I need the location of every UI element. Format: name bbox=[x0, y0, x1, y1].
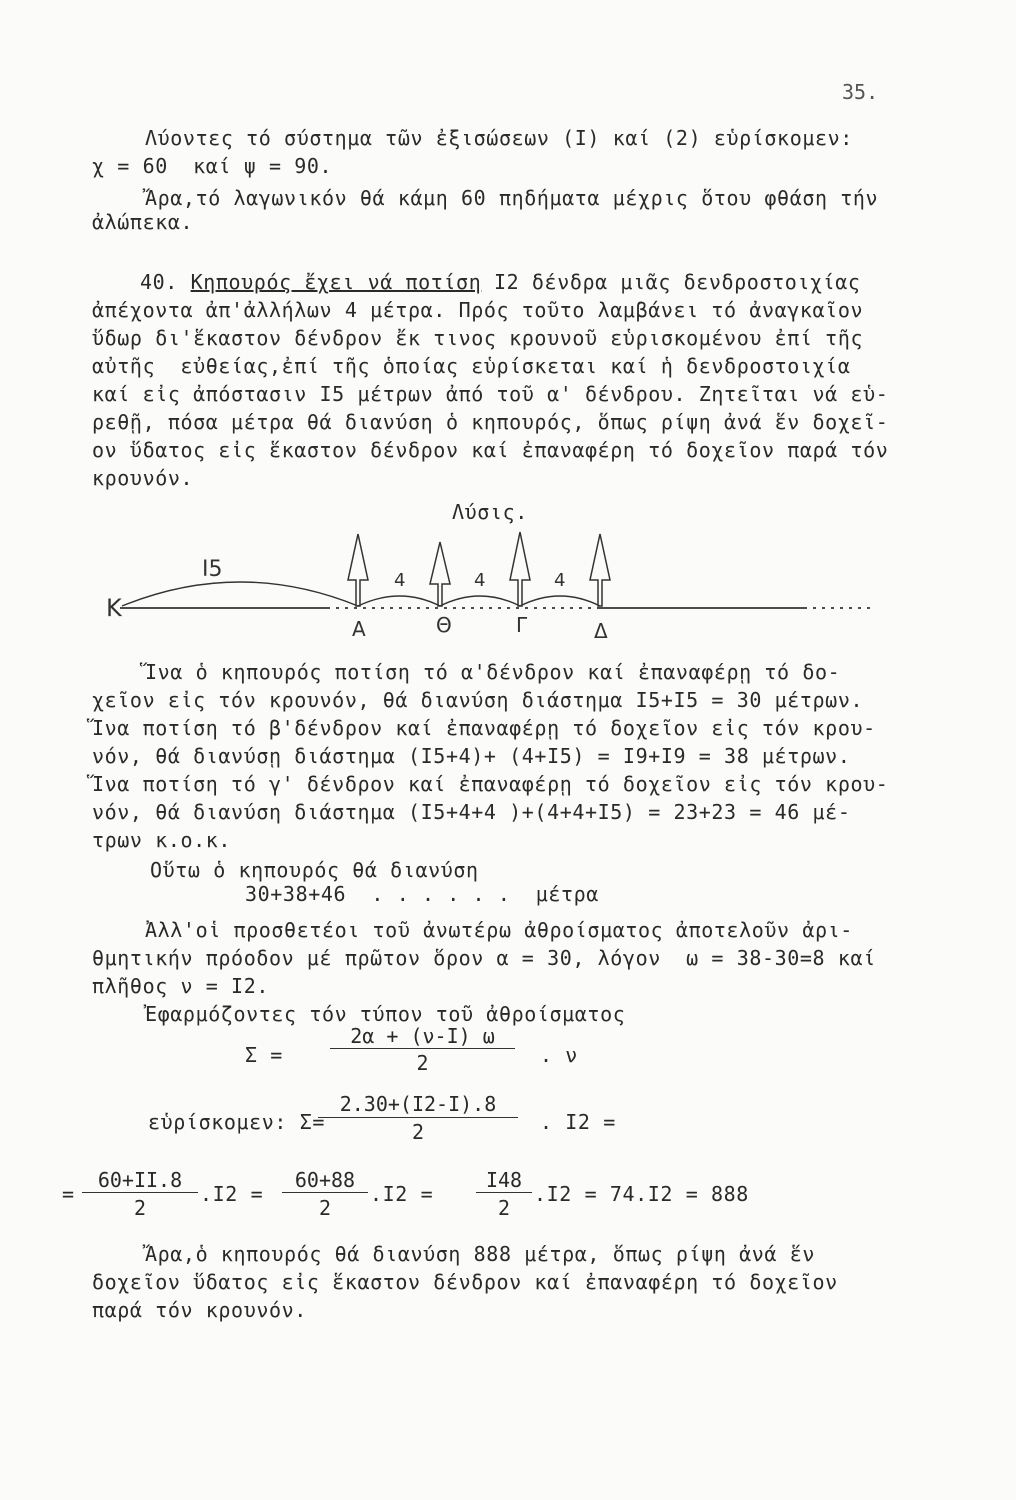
formula-numerator: 60+88 bbox=[294, 1168, 356, 1192]
text-line: αὐτῆς εὐθείας,ἐπί τῆς ὁποίας εὑρίσκεται καί ἡ δενδροστοιχία bbox=[92, 354, 851, 378]
text-line: παρά τόν κρουνόν. bbox=[92, 1298, 307, 1322]
fraction-bar bbox=[476, 1192, 532, 1193]
label-tree-gamma: Γ bbox=[516, 613, 528, 637]
text-line: δοχεῖον ὕδατος εἰς ἕκαστον δένδρον καί ἐπαναφέρη τό δοχεῖον bbox=[92, 1270, 838, 1294]
text-line: ὕδωρ δι'ἕκαστον δένδρον ἔκ τινος κρουνοῦ εὑρισκομένου ἐπί τῆς bbox=[92, 326, 864, 350]
formula-lead: εὑρίσκομεν: Σ= bbox=[148, 1110, 325, 1134]
text-line: ον ὕδατος εἰς ἕκαστον δένδρον καί ἐπαναφέρη τό δοχεῖον παρά τόν bbox=[92, 438, 889, 462]
formula-denominator: 2 bbox=[497, 1196, 511, 1220]
text-line: Ἀλλ'οἱ προσθετέοι τοῦ ἀνωτέρω ἀθροίσματος ἀποτελοῦν ἀρι- bbox=[145, 918, 853, 942]
formula-lhs: Σ = bbox=[245, 1043, 283, 1067]
formula-tail: .Ι2 = bbox=[370, 1182, 434, 1206]
formula-denominator: 2 bbox=[133, 1196, 147, 1220]
formula-lead: = bbox=[62, 1182, 75, 1206]
formula-numerator: 60+ΙΙ.8 bbox=[97, 1168, 183, 1192]
text-line: Οὕτω ὁ κηπουρός θά διανύση bbox=[150, 858, 479, 882]
text-line: πλῆθος ν = Ι2. bbox=[92, 974, 269, 998]
problem-rest: Ι2 δένδρα μιᾶς δενδροστοιχίας bbox=[481, 270, 861, 294]
label-gap-2: 4 bbox=[474, 570, 486, 591]
tree-icon bbox=[348, 534, 368, 606]
formula-tail: . ν bbox=[540, 1043, 578, 1067]
problem-heading bbox=[140, 270, 861, 294]
formula-tail: .Ι2 = 74.Ι2 = 888 bbox=[534, 1182, 749, 1206]
text-line: Ἵνα ποτίση τό γ' δένδρον καί ἐπαναφέρῃ τό δοχεῖον εἰς τόν κρου- bbox=[92, 772, 889, 796]
arc-theta-gamma bbox=[440, 596, 520, 606]
text-line: ἀπέχοντα ἀπ'ἀλλήλων 4 μέτρα. Πρός τοῦτο λαμβάνει τό ἀναγκαῖον bbox=[92, 298, 864, 322]
formula-tail: . Ι2 = bbox=[540, 1110, 616, 1134]
text-line: χ = 60 καί ψ = 90. bbox=[92, 154, 333, 178]
fraction-bar bbox=[330, 1048, 515, 1049]
text-line: ἀλώπεκα. bbox=[92, 210, 194, 234]
formula-numerator: 2α + (ν-Ι) ω bbox=[350, 1024, 495, 1048]
label-gap-3: 4 bbox=[554, 570, 566, 591]
arc-a-theta bbox=[358, 596, 440, 606]
tree-diagram bbox=[100, 528, 880, 648]
problem-number: 40. bbox=[140, 270, 178, 294]
text-line: καί εἰς ἀπόστασιν Ι5 μέτρων ἀπό τοῦ α' δένδρου. Ζητεῖται νά εὑ- bbox=[92, 382, 889, 406]
text-line: Ἄρα,ὁ κηπουρός θά διανύση 888 μέτρα, ὅπως ρίψη ἀνά ἕν bbox=[145, 1242, 815, 1266]
text-line: Ἵνα ποτίση τό β'δένδρον καί ἐπαναφέρῃ τό δοχεῖον εἰς τόν κρου- bbox=[92, 716, 876, 740]
page-number: 35. bbox=[842, 80, 879, 104]
text-line: Ἐφαρμόζοντες τόν τύπον τοῦ ἀθροίσματος bbox=[145, 1002, 626, 1026]
label-gap-1: 4 bbox=[394, 570, 406, 591]
formula-numerator: 2.30+(Ι2-Ι).8 bbox=[339, 1092, 497, 1116]
text-line: χεῖον εἰς τόν κρουνόν, θά διανύση διάστημα Ι5+Ι5 = 30 μέτρων. bbox=[92, 688, 864, 712]
solution-heading: Λύσις. bbox=[452, 500, 528, 524]
text-line: κρουνόν. bbox=[92, 466, 194, 490]
fraction-bar bbox=[282, 1192, 368, 1193]
label-k: Κ bbox=[106, 594, 122, 622]
formula-denominator: 2 bbox=[416, 1051, 429, 1075]
label-tree-theta: Θ bbox=[436, 613, 452, 637]
text-line: Λύοντες τό σύστημα τῶν ἐξισώσεων (Ι) καί (2) εὑρίσκομεν: bbox=[145, 126, 853, 150]
label-distance-15: Ι5 bbox=[202, 557, 223, 582]
text-line: θμητικήν πρόοδον μέ πρῶτον ὅρον α = 30, λόγον ω = 38-30=8 καί bbox=[92, 946, 876, 970]
text-line: Ἵνα ὁ κηπουρός ποτίση τό α'δένδρον καί ἐπαναφέρῃ τό δο- bbox=[145, 660, 841, 684]
fraction-bar bbox=[82, 1192, 198, 1193]
text-line: ρεθῇ, πόσα μέτρα θά διανύση ὁ κηπουρός, ὅπως ρίψη ἀνά ἕν δοχεῖ- bbox=[92, 410, 889, 434]
text-line: Ἄρα,τό λαγωνικόν θά κάμη 60 πηδήματα μέχρις ὅτου φθάση τήν bbox=[145, 186, 879, 210]
arc-k-a bbox=[122, 582, 358, 606]
formula-denominator: 2 bbox=[411, 1120, 425, 1144]
formula-numerator: Ι48 bbox=[485, 1168, 523, 1192]
arc-gamma-delta bbox=[520, 596, 600, 606]
tree-icon bbox=[430, 542, 450, 606]
label-tree-delta: Δ bbox=[594, 619, 608, 643]
problem-underlined: Κηπουρός ἔχει νά ποτίση bbox=[190, 270, 482, 294]
text-line: τρων κ.ο.κ. bbox=[92, 828, 232, 852]
fraction-bar bbox=[318, 1117, 518, 1118]
tree-icon bbox=[590, 534, 610, 606]
formula-tail: .Ι2 = bbox=[200, 1182, 264, 1206]
text-line: νόν, θά διανύσῃ διάστημα (Ι5+4)+ (4+Ι5) = Ι9+Ι9 = 38 μέτρων. bbox=[92, 744, 851, 768]
tree-icon bbox=[510, 532, 530, 606]
formula-denominator: 2 bbox=[318, 1196, 332, 1220]
label-tree-a: Α bbox=[352, 617, 366, 641]
text-line: νόν, θά διανύση διάστημα (Ι5+4+4 )+(4+4+Ι5) = 23+23 = 46 μέ- bbox=[92, 800, 851, 824]
sum-expression: 30+38+46 . . . . . . μέτρα bbox=[245, 882, 599, 906]
